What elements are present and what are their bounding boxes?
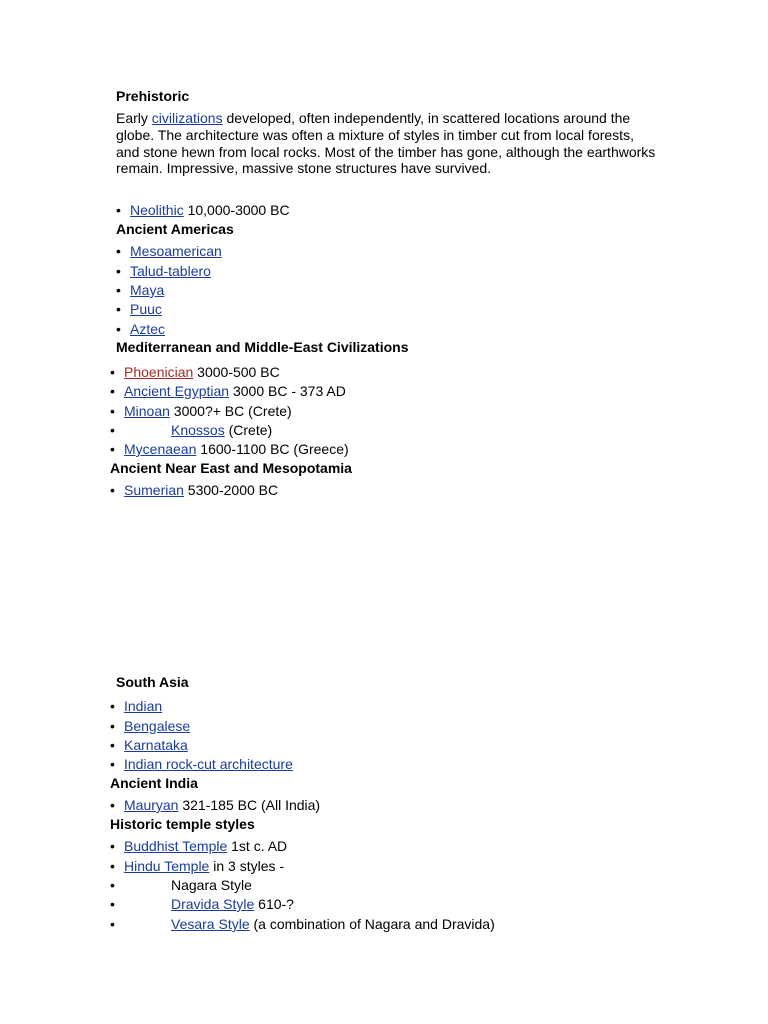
heading-prehistoric: Prehistoric bbox=[116, 88, 190, 104]
item-text: Nagara Style bbox=[171, 877, 252, 893]
list-item bbox=[116, 201, 290, 220]
list-item bbox=[110, 481, 278, 500]
link-indian[interactable]: Indian bbox=[124, 698, 163, 714]
list-item bbox=[110, 697, 162, 716]
item-text: 3000?+ BC (Crete) bbox=[169, 403, 292, 419]
bullet-icon: • bbox=[110, 364, 115, 380]
link-puuc[interactable]: Puuc bbox=[130, 301, 162, 317]
list-item bbox=[110, 736, 188, 755]
item-text: (Crete) bbox=[224, 422, 273, 438]
link-talud-tablero[interactable]: Talud-tablero bbox=[130, 263, 211, 279]
bullet-icon: • bbox=[110, 383, 115, 399]
list-item bbox=[110, 755, 293, 774]
bullet-icon: • bbox=[116, 202, 121, 218]
para-pre: Early bbox=[116, 110, 152, 126]
list-item bbox=[110, 717, 190, 736]
bullet-icon: • bbox=[110, 838, 115, 854]
bullet-icon: • bbox=[116, 282, 121, 298]
bullet-icon: • bbox=[110, 797, 115, 813]
item-text: 10,000-3000 BC bbox=[183, 202, 290, 218]
link-knossos[interactable]: Knossos bbox=[171, 422, 225, 438]
link-mycenaean[interactable]: Mycenaean bbox=[124, 441, 197, 457]
link-mauryan[interactable]: Mauryan bbox=[124, 797, 179, 813]
bullet-icon: • bbox=[110, 756, 115, 772]
bullet-icon: • bbox=[110, 858, 115, 874]
link-indian-rock-cut[interactable]: Indian rock-cut architecture bbox=[124, 756, 293, 772]
bullet-icon: • bbox=[116, 321, 121, 337]
item-text: 5300-2000 BC bbox=[183, 482, 279, 498]
link-karnataka[interactable]: Karnataka bbox=[124, 737, 188, 753]
bullet-icon: • bbox=[110, 441, 115, 457]
list-item bbox=[116, 300, 162, 319]
intro-paragraph bbox=[116, 110, 656, 177]
item-text: 1st c. AD bbox=[227, 838, 288, 854]
item-text: 3000 BC - 373 AD bbox=[229, 383, 346, 399]
heading-south-asia: South Asia bbox=[116, 674, 189, 690]
list-item bbox=[110, 837, 287, 856]
list-item bbox=[110, 421, 272, 440]
link-sumerian[interactable]: Sumerian bbox=[124, 482, 184, 498]
item-text: 321-185 BC (All India) bbox=[178, 797, 321, 813]
link-vesara-style[interactable]: Vesara Style bbox=[171, 916, 250, 932]
list-item bbox=[110, 915, 495, 934]
para-post: developed, often independently, in scattered locations around the globe. The architecture was often a mixture of styles in timber cut from local forests, and stone hewn from local rocks. Most of the timber has gone, although the earthworks remain. Impressive, massive stone structures have survived. bbox=[116, 110, 656, 177]
bullet-icon: • bbox=[110, 403, 115, 419]
link-mesoamerican[interactable]: Mesoamerican bbox=[130, 243, 222, 259]
bullet-icon: • bbox=[110, 877, 115, 893]
list-item bbox=[110, 363, 280, 382]
item-text: 610-? bbox=[254, 896, 294, 912]
bullet-icon: • bbox=[110, 422, 115, 438]
list-item bbox=[110, 402, 292, 421]
item-text: in 3 styles - bbox=[209, 858, 285, 874]
item-text: 3000-500 BC bbox=[193, 364, 280, 380]
link-minoan[interactable]: Minoan bbox=[124, 403, 170, 419]
list-item bbox=[110, 857, 284, 876]
heading-near-east: Ancient Near East and Mesopotamia bbox=[110, 460, 352, 476]
heading-ancient-india: Ancient India bbox=[110, 775, 198, 791]
bullet-icon: • bbox=[116, 263, 121, 279]
bullet-icon: • bbox=[110, 737, 115, 753]
link-dravida-style[interactable]: Dravida Style bbox=[171, 896, 255, 912]
link-hindu-temple[interactable]: Hindu Temple bbox=[124, 858, 210, 874]
list-item bbox=[110, 382, 346, 401]
item-text: (a combination of Nagara and Dravida) bbox=[249, 916, 495, 932]
list-item bbox=[110, 895, 294, 914]
bullet-icon: • bbox=[110, 916, 115, 932]
list-item bbox=[110, 876, 252, 895]
link-maya[interactable]: Maya bbox=[130, 282, 165, 298]
bullet-icon: • bbox=[110, 482, 115, 498]
link-aztec[interactable]: Aztec bbox=[130, 321, 166, 337]
list-item bbox=[110, 440, 349, 459]
bullet-icon: • bbox=[110, 698, 115, 714]
link-ancient-egyptian[interactable]: Ancient Egyptian bbox=[124, 383, 230, 399]
bullet-icon: • bbox=[110, 718, 115, 734]
list-item bbox=[116, 242, 222, 261]
list-item bbox=[116, 320, 165, 339]
link-phoenician[interactable]: Phoenician bbox=[124, 364, 194, 380]
heading-mediterranean: Mediterranean and Middle-East Civilizations bbox=[116, 339, 409, 355]
list-item bbox=[110, 796, 320, 815]
link-buddhist-temple[interactable]: Buddhist Temple bbox=[124, 838, 228, 854]
list-item bbox=[116, 281, 164, 300]
list-item bbox=[116, 262, 211, 281]
bullet-icon: • bbox=[116, 243, 121, 259]
item-text: 1600-1100 BC (Greece) bbox=[196, 441, 349, 457]
link-civilizations[interactable]: civilizations bbox=[151, 110, 223, 126]
heading-ancient-americas: Ancient Americas bbox=[116, 221, 234, 237]
link-bengalese[interactable]: Bengalese bbox=[124, 718, 191, 734]
bullet-icon: • bbox=[116, 301, 121, 317]
heading-temple-styles: Historic temple styles bbox=[110, 816, 255, 832]
link-neolithic[interactable]: Neolithic bbox=[130, 202, 184, 218]
bullet-icon: • bbox=[110, 896, 115, 912]
